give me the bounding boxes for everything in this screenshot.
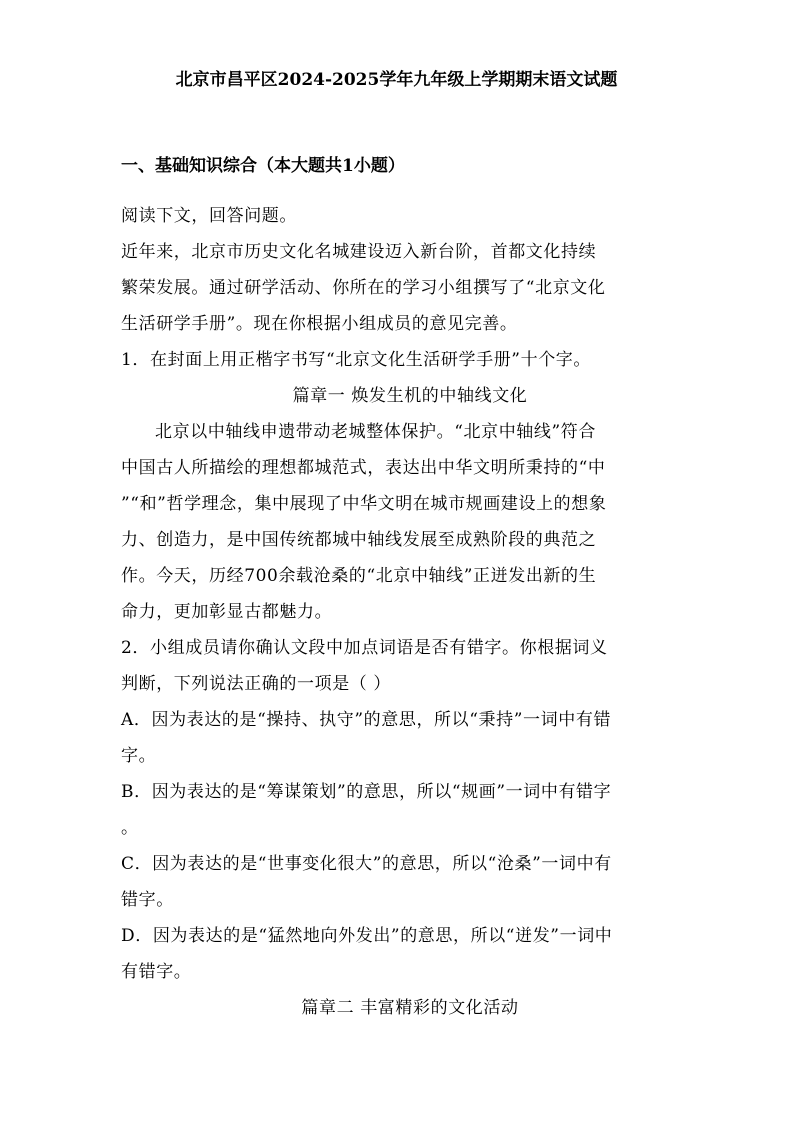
intro-paragraph-line: 近年来，北京市历史文化名城建设迈入新台阶，首都文化持续	[121, 242, 597, 262]
question-1: 1．在封面上用正楷字书写“北京文化生活研学手册”十个字。	[121, 350, 591, 370]
option-b: 。	[121, 818, 139, 838]
option-b: B．因为表达的是“筹谋策划”的意思，所以“规画”一词中有错字	[121, 782, 612, 802]
passage-line: 力、创造力，是中国传统都城中轴线发展至成熟阶段的典范之	[121, 530, 597, 550]
option-d: D．因为表达的是“猛然地向外发出”的意思，所以“迸发”一词中	[121, 926, 613, 946]
option-d: 有错字。	[121, 962, 192, 982]
passage-line: ”“和”哲学理念，集中展现了中华文明在城市规画建设上的想象	[121, 494, 607, 514]
option-c: C．因为表达的是“世事变化很大”的意思，所以“沧桑”一词中有	[121, 854, 612, 874]
intro-paragraph-line: 繁荣发展。通过研学活动、你所在的学习小组撰写了“北京文化	[121, 278, 606, 298]
chapter-one-heading: 篇章一 焕发生机的中轴线文化	[292, 386, 528, 406]
passage-line: 作。今天，历经700余载沧桑的“北京中轴线”正迸发出新的生	[121, 566, 597, 586]
option-a: 字。	[121, 746, 157, 766]
chapter-two-heading: 篇章二 丰富精彩的文化活动	[301, 998, 519, 1018]
option-c: 错字。	[121, 890, 174, 910]
question-2: 2．小组成员请你确认文段中加点词语是否有错字。你根据词义	[121, 638, 608, 658]
passage-line: 中国古人所描绘的理想都城范式，表达出中华文明所秉持的“中	[121, 458, 606, 478]
option-a: A．因为表达的是“操持、执守”的意思，所以“秉持”一词中有错	[121, 710, 612, 730]
intro-paragraph-line: 生活研学手册”。现在你根据小组成员的意见完善。	[121, 314, 518, 334]
passage-line: 北京以中轴线申遗带动老城整体保护。“北京中轴线”符合	[155, 422, 596, 442]
document-title: 北京市昌平区2024-2025学年九年级上学期期末语文试题	[175, 70, 618, 90]
section-heading: 一、基础知识综合（本大题共1小题）	[121, 156, 405, 176]
question-2: 判断，下列说法正确的一项是（ ）	[121, 674, 392, 694]
instruction-text: 阅读下文，回答问题。	[121, 206, 297, 226]
passage-line: 命力，更加彰显古都魅力。	[121, 602, 333, 622]
document-body	[121, 150, 669, 1026]
